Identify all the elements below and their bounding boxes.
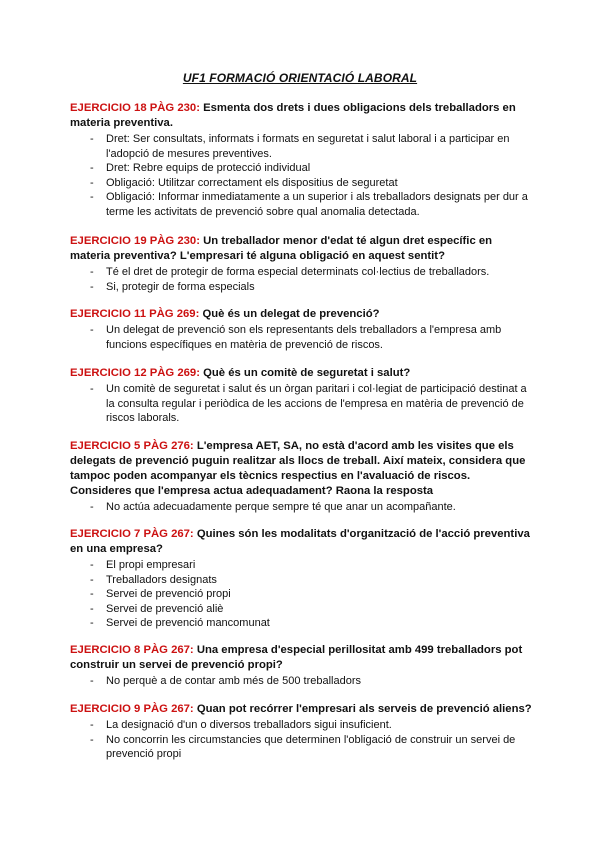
answer-item: - Obligació: Utilitzar correctament els dispositius de seguretat	[90, 176, 398, 189]
answer-list	[70, 558, 532, 631]
answer-item: - Servei de prevenció aliè	[90, 602, 224, 615]
answer-item: - El propi empresari	[90, 559, 196, 571]
exercise-block	[70, 643, 532, 689]
answer-item: - Dret: Ser consultats, informats i formats en seguretat i salut laboral i a participar en l'adopció de mesures preventives.	[90, 133, 510, 160]
question-text: L'empresa AET, SA, no està d'acord amb les visites que els delegats de prevenció puguin realitzar als llocs de treball. Així mateix, considera que tampoc poden acompanyar els tècnics respectius en l'avaluació de riscos. Consideres que l'empresa actua adequadament? Raona la resposta	[70, 440, 526, 497]
answer-item: - Obligació: Informar inmediatamente a un superior i als treballadors designats per dur a terme les activitats de prevenció sobre qual anomalia detectada.	[90, 191, 528, 218]
exercise-reference: EJERCICIO 8 PÀG 267:	[70, 644, 194, 656]
question-text: Esmenta dos drets i dues obligacions dels treballadors en materia preventiva.	[70, 102, 516, 129]
dash-bullet: -	[90, 176, 94, 189]
answer-list	[70, 382, 532, 426]
exercise-reference: EJERCICIO 19 PÀG 230:	[70, 235, 200, 247]
dash-bullet: -	[90, 602, 94, 615]
question-text: Una empresa d'especial perillositat amb 499 treballadors pot construir un servei de prevenció propi?	[70, 644, 523, 671]
answer-item: - La designació d'un o diversos treballadors sigui insuficient.	[90, 719, 392, 731]
answer-item: - No actúa adecuadamente perque sempre té que anar un acompañante.	[90, 501, 456, 513]
dash-bullet: -	[90, 324, 94, 336]
dash-bullet: -	[90, 133, 94, 145]
answer-list	[70, 265, 532, 294]
dash-bullet: -	[90, 675, 94, 687]
dash-bullet: -	[90, 719, 94, 731]
exercise-question	[70, 366, 532, 381]
answer-item: - Si, protegir de forma especials	[90, 280, 255, 293]
answer-list	[70, 718, 532, 762]
exercise-block	[70, 527, 532, 631]
dash-bullet: -	[90, 162, 94, 175]
exercise-block	[70, 366, 532, 426]
dash-bullet: -	[90, 383, 94, 395]
dash-bullet: -	[90, 266, 94, 278]
exercise-question	[70, 234, 532, 264]
exercise-reference: EJERCICIO 12 PÀG 269:	[70, 367, 200, 379]
answer-item: - Un delegat de prevenció son els representants dels treballadors a l'empresa amb funcions específiques en matèria de prevenció de riscos.	[90, 324, 502, 351]
exercise-reference: EJERCICIO 18 PÀG 230:	[70, 102, 200, 114]
answer-item: - Servei de prevenció propi	[90, 588, 231, 601]
question-text: Quines són les modalitats d'organització de l'acció preventiva en una empresa?	[70, 528, 530, 555]
question-text: Què és un comitè de seguretat i salut?	[199, 367, 411, 379]
dash-bullet: -	[90, 501, 94, 513]
exercise-question	[70, 643, 532, 673]
document-title: UF1 FORMACIÓ ORIENTACIÓ LABORAL	[182, 71, 418, 85]
dash-bullet: -	[90, 573, 94, 586]
exercise-block	[70, 234, 532, 294]
question-text: Què és un delegat de prevenció?	[199, 308, 380, 320]
answer-list	[70, 323, 532, 352]
question-text: Un treballador menor d'edat té algun dret específic en materia preventiva? L'empresari té alguna obligació en aquest sentit?	[70, 235, 493, 262]
answer-list	[70, 674, 532, 689]
exercise-question	[70, 307, 532, 322]
dash-bullet: -	[90, 559, 94, 571]
answer-item: - No perquè a de contar amb més de 500 treballadors	[90, 675, 361, 687]
answer-item: - Treballadors designats	[90, 573, 217, 586]
question-text: Quan pot recórrer l'empresari als serveis de prevenció aliens?	[193, 703, 532, 715]
answer-item: - Dret: Rebre equips de protecció individual	[90, 162, 311, 175]
exercise-reference: EJERCICIO 5 PÀG 276:	[70, 440, 194, 452]
answer-list	[70, 500, 532, 515]
dash-bullet: -	[90, 191, 94, 204]
exercise-question	[70, 527, 532, 557]
answer-item: - No concorrin les circumstancies que determinen l'obligació de construir un servei de prevenció propi	[90, 733, 516, 761]
exercise-block	[70, 307, 532, 352]
answer-item: - Un comitè de seguretat i salut és un òrgan paritari i col·legiat de participació destinat a la consulta regular i periòdica de les accions de l'empresa en matèria de prevenció de riscos laborals.	[90, 383, 527, 425]
dash-bullet: -	[90, 733, 94, 746]
answer-item: - Servei de prevenció mancomunat	[90, 617, 270, 630]
exercise-reference: EJERCICIO 11 PÀG 269:	[70, 308, 200, 320]
answer-item: - Té el dret de protegir de forma especial determinats col·lectius de treballadors.	[90, 266, 490, 278]
answer-list	[70, 132, 532, 220]
exercise-question	[70, 702, 532, 717]
exercise-reference: EJERCICIO 7 PÀG 267:	[70, 528, 194, 540]
exercise-block	[70, 101, 532, 220]
exercise-question	[70, 101, 532, 131]
exercise-reference: EJERCICIO 9 PÀG 267:	[70, 703, 194, 715]
exercise-question	[70, 439, 532, 499]
exercise-block	[70, 702, 532, 762]
dash-bullet: -	[90, 588, 94, 601]
exercise-block	[70, 439, 532, 515]
dash-bullet: -	[90, 280, 94, 293]
dash-bullet: -	[90, 617, 94, 630]
